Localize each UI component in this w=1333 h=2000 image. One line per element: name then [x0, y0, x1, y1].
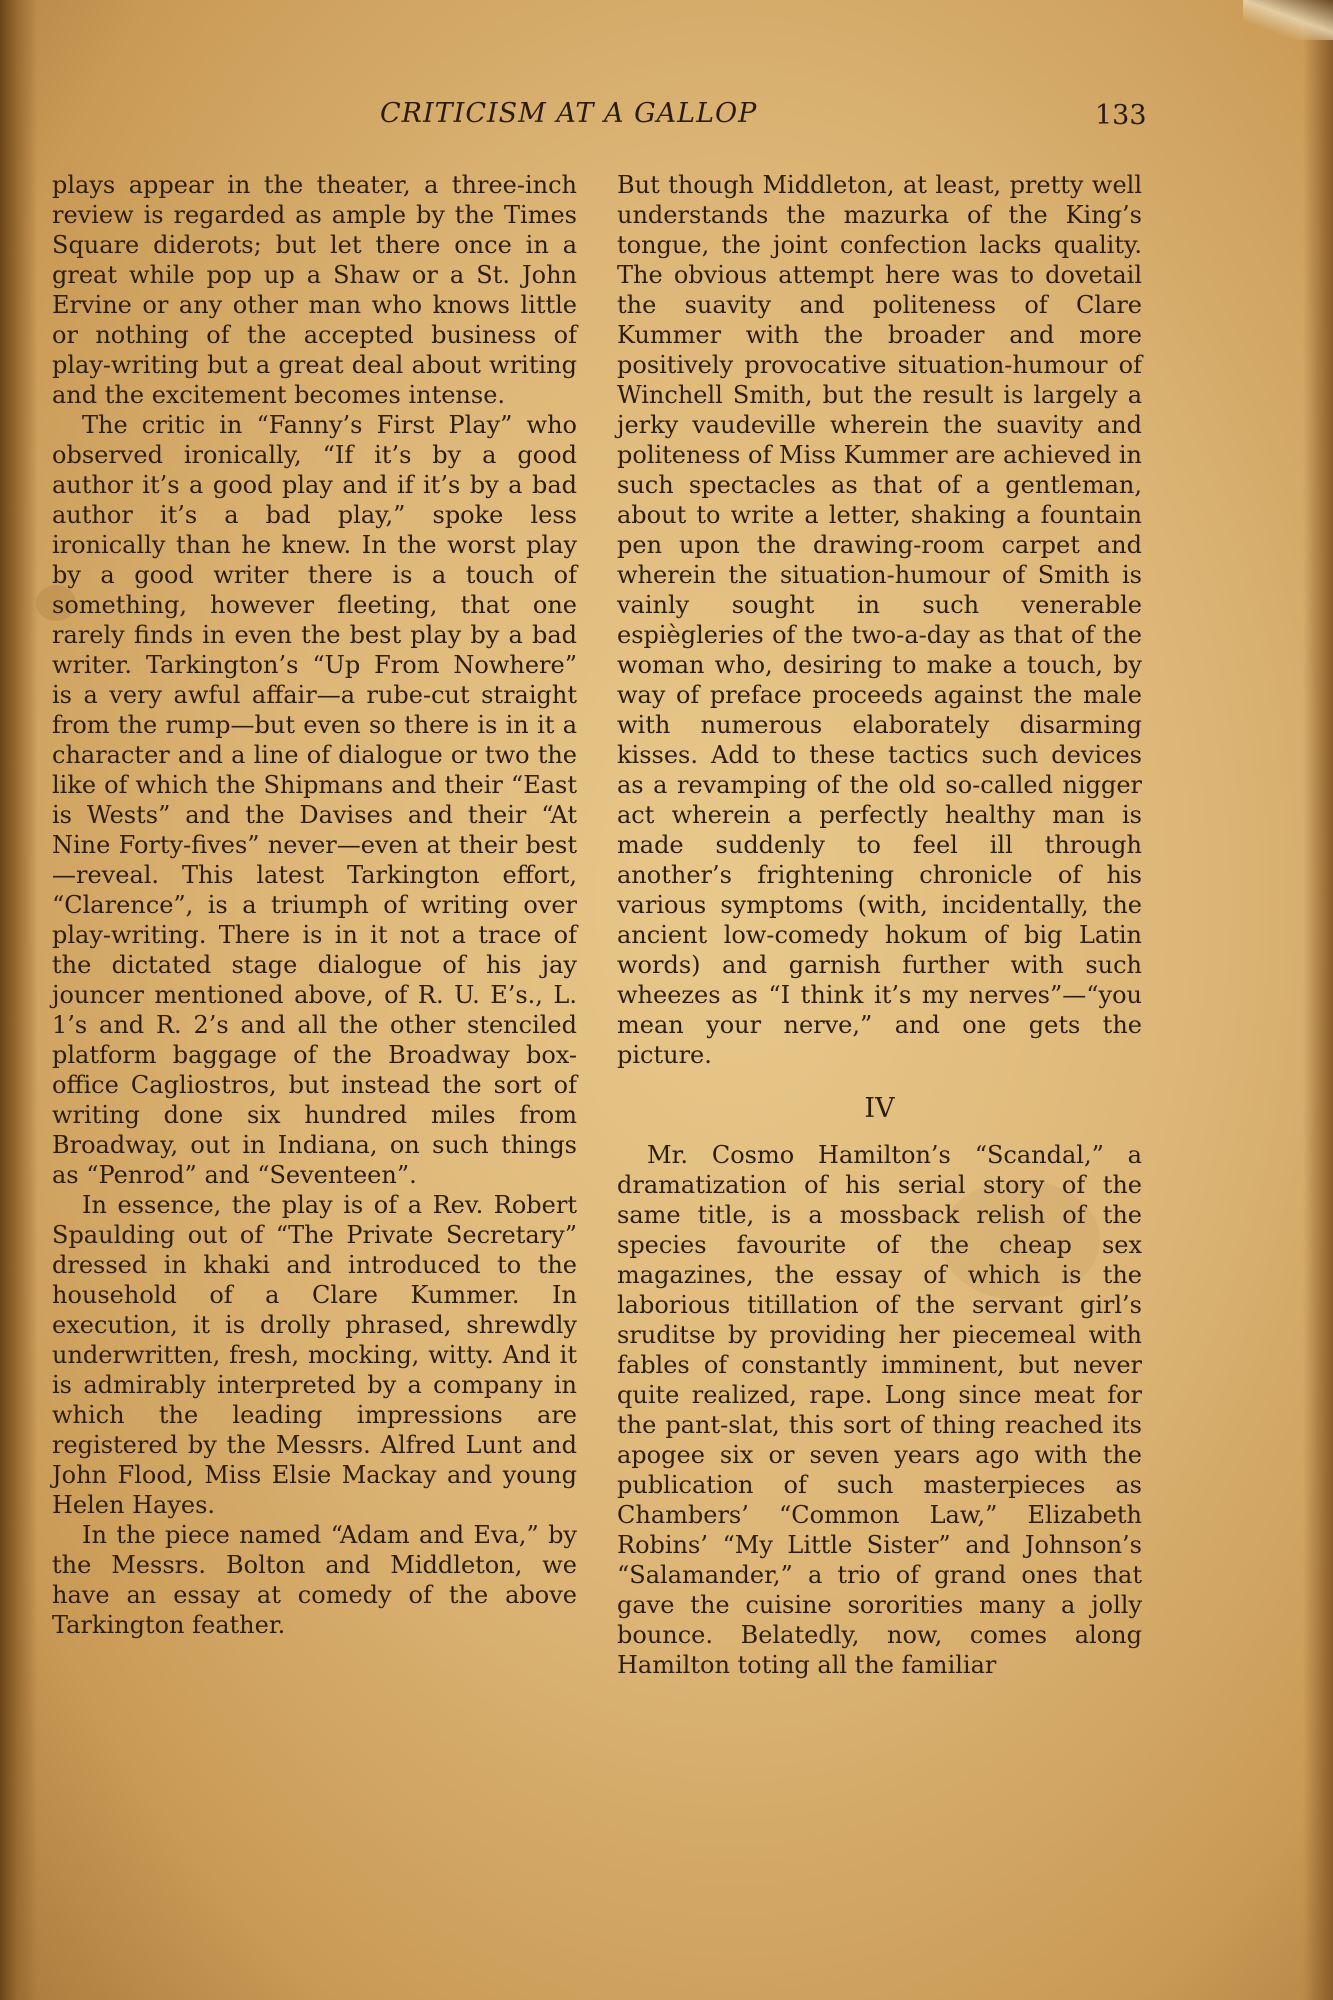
right-column: [617, 170, 1142, 1680]
page-edge-shadow: [1303, 0, 1333, 2000]
running-head: [0, 98, 1333, 134]
left-column: [52, 170, 577, 1640]
section-number: IV: [864, 1093, 895, 1124]
running-head-title: CRITICISM AT A GALLOP: [380, 98, 758, 129]
paragraph: plays appear in the theater, a three-inch review is regarded as ample by the Times Square diderots; but let there once in a great while pop up a Shaw or a St. John Ervine or any other man who knows little or nothing of the accepted business of play-writing but a great deal about writing and the excitement becomes intense.: [52, 171, 577, 409]
paragraph: The critic in “Fanny’s First Play” who observed ironically, “If it’s by a good author it’s a good play and if it’s by a bad author it’s a bad play,” spoke less ironically than he knew. In the worst play by a good writer there is a touch of something, however fleeting, that one rarely finds in even the best play by a bad writer. Tarkington’s “Up From Nowhere” is a very awful affair—a rube-cut straight from the rump—but even so there is in it a character and a line of dialogue or two the like of which the Shipmans and their “East is Wests” and the Davises and their “At Nine Forty-fives” never—even at their best—reveal. This latest Tarkington effort, “Clarence”, is a triumph of writing over play-writing. There is in it not a trace of the dictated stage dialogue of his jay jouncer mentioned above, of R. U. E’s., L. 1’s and R. 2’s and all the other stenciled platform baggage of the Broadway box-office Cagliostros, but instead the sort of writing done six hundred miles from Broadway, out in Indiana, on such things as “Penrod” and “Seventeen”.: [52, 411, 577, 1189]
page-corner-curl: [1243, 0, 1333, 40]
paragraph: In essence, the play is of a Rev. Robert Spaulding out of “The Private Secretary” dressed in khaki and introduced to the household of a Clare Kummer. In execution, it is drolly phrased, shrewdly underwritten, fresh, mocking, witty. And it is admirably interpreted by a company in which the leading impressions are registered by the Messrs. Alfred Lunt and John Flood, Miss Elsie Mackay and young Helen Hayes.: [52, 1191, 577, 1519]
paragraph: Mr. Cosmo Hamilton’s “Scandal,” a dramatization of his serial story of the same title, is a mossback relish of the species favourite of the cheap sex magazines, the essay of which is the laborious titillation of the servant girl’s sruditse by providing her piecemeal with fables of constantly imminent, but never quite realized, rape. Long since meat for the pant-slat, this sort of thing reached its apogee six or seven years ago with the publication of such masterpieces as Chambers’ “Common Law,” Elizabeth Robins’ “My Little Sister” and Johnson’s “Salamander,” a trio of grand ones that gave the cuisine sororities many a jolly bounce. Belatedly, now, comes along Hamilton toting all the familiar: [617, 1141, 1142, 1679]
paragraph: In the piece named “Adam and Eva,” by the Messrs. Bolton and Middleton, we have an essay at comedy of the above Tarkington feather.: [52, 1521, 577, 1639]
page-number: 133: [1095, 100, 1147, 131]
paragraph: But though Middleton, at least, pretty well understands the mazurka of the King’s tongue, the joint confection lacks quality. The obvious attempt here was to dovetail the suavity and politeness of Clare Kummer with the broader and more positively provocative situation-humour of Winchell Smith, but the result is largely a jerky vaudeville wherein the suavity and politeness of Miss Kummer are achieved in such spectacles as that of a gentleman, about to write a letter, shaking a fountain pen upon the drawing-room carpet and wherein the situation-humour of Smith is vainly sought in such venerable espiègleries of the two-a-day as that of the woman who, desiring to make a touch, by way of preface proceeds against the male with numerous elaborately disarming kisses. Add to these tactics such devices as a revamping of the old so-called nigger act wherein a perfectly healthy man is made suddenly to feel ill through another’s frightening chronicle of his various symptoms (with, incidentally, the ancient low-comedy hokum of big Latin words) and garnish further with such wheezes as “I think it’s my nerves”—“you mean your nerve,” and one gets the picture.: [617, 171, 1142, 1069]
page-spine-shadow: [0, 0, 38, 2000]
